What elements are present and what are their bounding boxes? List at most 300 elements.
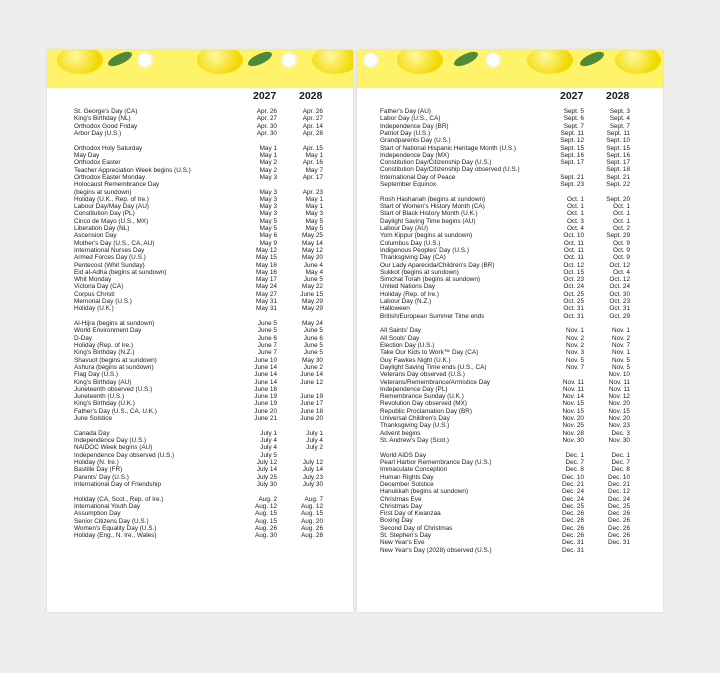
holiday-name: Canada Day (74, 429, 110, 437)
holiday-row (357, 181, 663, 189)
holiday-row (357, 313, 663, 321)
holiday-name: Flag Day (U.S.) (74, 371, 119, 379)
holiday-name: First Day of Kwanzaa (380, 510, 441, 518)
date-2027: Oct. 12 (563, 261, 584, 269)
date-2027: Dec. 26 (561, 532, 584, 539)
date-2027: Dec. 24 (561, 495, 584, 503)
date-2028: Dec. 26 (607, 510, 630, 518)
date-2028: Nov. 5 (612, 356, 630, 364)
holiday-name: Revolution Day observed (MX) (380, 400, 468, 408)
holiday-name: Second Day of Christmas (380, 524, 453, 532)
date-2027: May 31 (256, 305, 277, 313)
date-2028: June 20 (300, 415, 323, 422)
holiday-name: Independence Day (MX) (380, 151, 450, 159)
date-2027: Aug. 2 (258, 495, 277, 503)
holiday-name: Boxing Day (380, 517, 413, 525)
date-2028: Oct. 9 (612, 254, 630, 262)
date-2027: Sept. 7 (563, 122, 584, 130)
date-2028: Oct. 12 (609, 261, 630, 269)
date-2027: June 5 (257, 327, 277, 335)
date-2027: Dec. 26 (561, 517, 584, 525)
date-2028: Nov. 11 (608, 378, 630, 386)
holiday-name: British/European Summer Time ends (380, 312, 485, 320)
holiday-name: All Saints' Day (380, 327, 421, 335)
date-2027: Sept. 11 (560, 129, 584, 137)
holiday-name: Assumption Day (74, 510, 121, 518)
date-2028: May 5 (305, 225, 323, 232)
date-2028: Sept. 11 (606, 129, 630, 137)
date-2027: June 7 (257, 349, 277, 357)
date-2027: Aug. 30 (254, 532, 277, 540)
holiday-name: Human Rights Day (380, 473, 434, 481)
holiday-name: King's Birthday (NL) (74, 115, 131, 123)
holiday-name: Father's Day (U.S., CA, U.K.) (74, 407, 157, 415)
holiday-name: United Nations Day (380, 283, 436, 291)
date-2028: May 1 (305, 195, 323, 203)
date-2027: Oct. 24 (563, 283, 584, 291)
date-2028: Dec. 21 (607, 480, 630, 488)
holiday-name: Independence Day (U.S.) (74, 437, 147, 445)
holiday-name: Victoria Day (CA) (74, 283, 124, 291)
date-2027: Apr. 26 (256, 108, 277, 115)
holiday-name: Juneteenth observed (U.S.) (74, 385, 153, 393)
date-2028: May 5 (305, 217, 323, 225)
date-2028: Nov. 1 (612, 349, 630, 357)
holiday-row (47, 532, 353, 540)
holiday-name: Women's Equality Day (U.S.) (74, 524, 157, 532)
holiday-name: September Equinox (380, 181, 437, 188)
holiday-name: Daylight Saving Time begins (AU) (380, 217, 476, 225)
date-2028: Oct. 4 (612, 268, 630, 276)
date-2028: Sept. 29 (606, 232, 630, 240)
date-2028: Aug. 28 (300, 532, 323, 540)
holiday-name: Holiday (Rep. of Ire.) (74, 342, 133, 349)
holiday-name: St. Stephen's Day (380, 532, 431, 539)
date-2028: Sept. 20 (606, 195, 630, 203)
date-2028: June 19 (300, 393, 323, 401)
date-2028: June 17 (300, 400, 323, 408)
date-2027: Dec. 26 (561, 524, 584, 532)
holiday-name: Advent begins (380, 429, 421, 437)
holiday-name: Pearl Harbor Remembrance Day (U.S.) (380, 459, 492, 466)
holiday-name: Guy Fawkes Night (U.K.) (380, 356, 451, 364)
holiday-name: St. George's Day (CA) (74, 108, 138, 115)
date-2027: May 24 (256, 283, 277, 291)
date-2028: Nov. 5 (612, 363, 630, 371)
date-2028: June 5 (303, 327, 323, 335)
holiday-name: Simchat Torah (begins at sundown) (380, 276, 481, 284)
date-2027: May 15 (256, 254, 277, 262)
date-2028: Dec. 24 (607, 495, 630, 503)
holiday-name: Orthodox Easter Monday (74, 173, 146, 181)
holiday-name: Immaculate Conception (380, 466, 448, 474)
holiday-name: Independence Day (PL) (380, 385, 448, 393)
date-2028: May 30 (302, 356, 323, 364)
date-2027: Oct. 11 (563, 239, 584, 247)
date-2027: Oct. 11 (563, 254, 584, 262)
holiday-name: Christmas Eve (380, 495, 422, 503)
date-2028: June 15 (300, 290, 323, 298)
date-2028: Oct. 2 (612, 225, 630, 232)
holiday-name: Orthodox Easter (74, 159, 121, 167)
date-2028: Nov. 23 (608, 422, 630, 430)
holiday-name: All Souls' Day (380, 334, 420, 342)
date-2027: May 5 (259, 217, 277, 225)
date-2027: June 14 (254, 363, 277, 371)
holiday-name: Orthodox Holy Saturday (74, 144, 143, 152)
holiday-name: Thanksgiving Day (U.S.) (380, 422, 450, 430)
date-2028: Oct. 23 (609, 298, 630, 305)
date-2028: Oct. 31 (609, 305, 630, 313)
date-2028: Dec. 10 (607, 473, 630, 481)
date-2028: Aug. 20 (300, 517, 323, 525)
holiday-row (357, 547, 663, 555)
date-2027: July 4 (260, 444, 277, 452)
date-2027: Nov. 15 (562, 407, 584, 415)
date-2028: Oct. 9 (612, 239, 630, 247)
date-2028: Sept. 22 (606, 181, 630, 188)
date-2027: Nov. 7 (566, 363, 584, 371)
date-2028: Nov. 15 (608, 407, 630, 415)
date-2027: Dec. 31 (561, 539, 584, 547)
holiday-name: Independence Day (BR) (380, 122, 449, 130)
date-2028: Nov. 1 (612, 327, 630, 335)
holiday-name: Ashura (begins at sundown) (74, 363, 154, 371)
holiday-name: D-Day (74, 334, 93, 342)
holiday-name: Juneteenth (U.S.) (74, 393, 125, 401)
date-2028: June 12 (300, 378, 323, 386)
date-2028: Oct. 9 (612, 246, 630, 254)
date-2028: July 23 (302, 473, 323, 481)
date-2028: Oct. 29 (609, 312, 630, 320)
date-2027: June 19 (254, 393, 277, 401)
holiday-name: Daylight Saving Time ends (U.S., CA) (380, 363, 487, 371)
date-2028: Apr. 26 (302, 108, 323, 115)
date-2028: Nov. 12 (608, 393, 630, 401)
date-2027: Dec. 25 (561, 502, 584, 510)
date-2027: May 9 (259, 239, 277, 247)
holiday-name: Holiday (CA, Scot., Rep. of Ire.) (74, 495, 164, 503)
date-2027: Dec. 8 (565, 466, 584, 474)
date-2027: May 3 (259, 195, 277, 203)
date-2028: Dec. 26 (607, 532, 630, 539)
date-2027: Nov. 1 (566, 327, 584, 335)
holiday-name: Holiday (U.K., Rep. of Ire.) (74, 195, 149, 203)
holiday-name: Holiday (Rep. of Ire.) (380, 290, 439, 298)
date-2027: Nov. 11 (562, 378, 584, 386)
date-2028: Dec. 26 (607, 524, 630, 532)
date-2027: Dec. 24 (561, 488, 584, 496)
date-2027: Oct. 25 (563, 298, 584, 305)
date-2027: July 5 (260, 451, 277, 459)
holiday-name: Bastille Day (FR) (74, 466, 123, 474)
date-2027: Dec. 21 (561, 480, 584, 488)
holiday-name: Shavuot (begins at sundown) (74, 356, 157, 364)
holiday-name: Christmas Day (380, 502, 422, 510)
holiday-name: Universal Children's Day (380, 415, 450, 422)
date-2027: May 12 (256, 246, 277, 254)
date-2028: July 14 (302, 466, 323, 474)
holiday-name: Holiday (Eng., N. Ire., Wales) (74, 532, 157, 540)
holiday-name: Armed Forces Day (U.S.) (74, 254, 146, 262)
date-2028: May 1 (305, 203, 323, 211)
holiday-name: Constitution Day/Citizenship Day observed (U.S.) (380, 166, 520, 174)
date-2027: June 6 (257, 334, 277, 342)
date-2027: June 21 (254, 415, 277, 422)
holiday-name: Our Lady Aparecida/Children's Day (BR) (380, 261, 495, 269)
holiday-name: Arbor Day (U.S.) (74, 129, 122, 137)
date-2027: May 3 (259, 203, 277, 211)
date-2027: Oct. 4 (566, 225, 584, 232)
date-2027: Apr. 30 (256, 129, 277, 137)
date-2027: Nov. 25 (562, 422, 584, 430)
date-2028: Dec. 3 (611, 429, 630, 437)
date-2028: July 12 (302, 459, 323, 466)
date-2028: Sept. 7 (609, 122, 630, 130)
holiday-name: Veterans/Remembrance/Armistice Day (380, 378, 491, 386)
date-2028: Oct. 1 (612, 203, 630, 211)
date-2027: Sept. 12 (560, 137, 584, 145)
date-2027: Nov. 30 (562, 436, 584, 444)
date-2027: Apr. 30 (256, 122, 277, 130)
date-2028: Sept. 15 (606, 144, 630, 152)
holiday-name: Veterans Day observed (U.S.) (380, 371, 465, 379)
holiday-name: December Solstice (380, 480, 434, 488)
date-2027: June 14 (254, 371, 277, 379)
date-2028: Nov. 7 (612, 342, 630, 349)
date-2028: May 14 (302, 239, 323, 247)
date-2028: Aug. 26 (300, 524, 323, 532)
date-2028: Dec. 25 (607, 502, 630, 510)
holiday-name: Teacher Appreciation Week begins (U.S.) (74, 166, 191, 174)
holiday-name: Labour Day (N.Z.) (380, 298, 432, 305)
date-2028: Sept. 21 (606, 173, 630, 181)
holiday-name: King's Birthday (N.Z.) (74, 349, 135, 357)
holiday-name: Liberation Day (NL) (74, 225, 130, 232)
date-2027: May 16 (256, 261, 277, 269)
holiday-name: Patriot Day (U.S.) (380, 129, 431, 137)
date-2027: June 10 (254, 356, 277, 364)
date-2027: Dec. 31 (561, 546, 584, 554)
year-heading-2027: 2027 (560, 90, 584, 102)
date-2027: Aug. 12 (254, 503, 277, 510)
date-2027: Nov. 2 (566, 334, 584, 342)
holiday-row (47, 415, 353, 423)
date-2028: Nov. 2 (612, 334, 630, 342)
date-2028: Dec. 12 (607, 488, 630, 496)
holiday-name: Orthodox Good Friday (74, 122, 138, 130)
date-2028: Nov. 20 (608, 415, 630, 422)
date-2028: Oct. 1 (612, 210, 630, 218)
holiday-name: Constitution Day/Citizenship Day (U.S.) (380, 159, 492, 167)
date-2027: July 12 (256, 459, 277, 466)
date-2027: Oct. 25 (563, 290, 584, 298)
date-2028: May 29 (302, 305, 323, 313)
left-page (47, 50, 353, 612)
date-2027: May 31 (256, 298, 277, 305)
date-2027: Oct. 15 (563, 268, 584, 276)
holiday-name: St. Andrew's Day (Scot.) (380, 436, 450, 444)
holiday-name: Holiday (U.K.) (74, 305, 114, 313)
date-2027: Apr. 27 (256, 115, 277, 123)
holiday-name: Memorial Day (U.S.) (74, 298, 132, 305)
date-2028: Nov. 20 (608, 400, 630, 408)
date-2028: Nov. 10 (608, 371, 630, 379)
holiday-name: Sukkot (begins at sundown) (380, 268, 459, 276)
date-2027: Oct. 10 (563, 232, 584, 240)
date-2028: Sept. 10 (606, 137, 630, 145)
holiday-name: King's Birthday (U.K.) (74, 400, 135, 408)
holiday-name: Grandparents Day (U.S.) (380, 137, 451, 145)
date-2028: June 4 (303, 261, 323, 269)
date-2027: Nov. 20 (562, 415, 584, 422)
holiday-name: Yom Kippur (begins at sundown) (380, 232, 473, 240)
holiday-row (357, 437, 663, 445)
holiday-name: Rosh Hashanah (begins at sundown) (380, 195, 486, 203)
holiday-name: Thanksgiving Day (CA) (380, 254, 446, 262)
holiday-name: Take Our Kids to Work™ Day (CA) (380, 349, 479, 357)
date-2028: Aug. 15 (300, 510, 323, 518)
holiday-name: Independence Day observed (U.S.) (74, 451, 175, 459)
date-2027: Oct. 31 (563, 312, 584, 320)
date-2028: May 29 (302, 298, 323, 305)
date-2028: Sept. 3 (609, 108, 630, 115)
date-2027: Sept. 21 (560, 173, 584, 181)
date-2027: June 14 (254, 378, 277, 386)
date-2027: May 6 (259, 232, 277, 240)
date-2028: May 3 (305, 210, 323, 218)
holiday-name: (begins at sundown) (74, 188, 132, 196)
date-2027: Aug. 26 (254, 524, 277, 532)
date-2027: Nov. 5 (566, 356, 584, 364)
date-2027: Oct. 23 (563, 276, 584, 284)
date-2028: June 14 (300, 371, 323, 379)
holiday-name: Start of National Hispanic Heritage Month (U.S.) (380, 144, 517, 152)
date-2027: Sept. 6 (563, 115, 584, 123)
date-2028: Apr. 28 (302, 129, 323, 137)
date-2028: Aug. 7 (304, 495, 323, 503)
date-2027: Nov. 2 (566, 342, 584, 349)
date-2028: Dec. 31 (607, 539, 630, 547)
date-2027: July 4 (260, 437, 277, 445)
date-2027: Oct. 3 (566, 217, 584, 225)
holiday-name: Mother's Day (U.S., CA, AU) (74, 239, 155, 247)
date-2028: June 6 (303, 334, 323, 342)
date-2028: May 22 (302, 283, 323, 291)
date-2028: July 1 (306, 429, 323, 437)
holiday-name: Columbus Day (U.S.) (380, 239, 441, 247)
holiday-name: Whit Monday (74, 276, 112, 284)
holiday-name: Cinco de Mayo (U.S., MX) (74, 217, 149, 225)
holiday-name: Halloween (380, 305, 410, 313)
date-2028: Apr. 15 (302, 144, 323, 152)
date-2028: July 2 (306, 444, 323, 452)
date-2028: May 24 (302, 320, 323, 328)
holiday-name: Start of Black History Month (U.K.) (380, 210, 478, 218)
date-2028: July 30 (302, 480, 323, 488)
date-2027: Nov. 11 (562, 385, 584, 393)
date-2027: May 27 (256, 290, 277, 298)
date-2027: May 3 (259, 188, 277, 196)
date-2027: May 17 (256, 276, 277, 284)
date-2028: May 20 (302, 254, 323, 262)
date-2027: June 7 (257, 342, 277, 349)
holiday-name: International Youth Day (74, 503, 141, 510)
date-2028: June 5 (303, 349, 323, 357)
holiday-name: Holiday (N. Ire.) (74, 459, 119, 466)
date-2027: Nov. 3 (566, 349, 584, 357)
year-heading-2027: 2027 (253, 90, 277, 102)
date-2027: Oct. 1 (566, 203, 584, 211)
date-2027: June 20 (254, 407, 277, 415)
date-2027: Oct. 31 (563, 305, 584, 313)
date-2028: Apr. 23 (302, 188, 323, 196)
date-2027: Dec. 1 (565, 451, 584, 459)
date-2028: Nov. 11 (608, 385, 630, 393)
lemon-banner (357, 50, 663, 88)
date-2027: July 1 (260, 429, 277, 437)
date-2028: Sept. 4 (609, 115, 630, 123)
date-2028: June 5 (303, 342, 323, 349)
date-2027: Sept. 17 (560, 159, 584, 167)
date-2028: May 12 (302, 246, 323, 254)
date-2027: May 2 (259, 159, 277, 167)
date-2027: May 3 (259, 173, 277, 181)
lemon-banner (47, 50, 353, 88)
date-2027: June 18 (254, 385, 277, 393)
holiday-name: International Day of Friendship (74, 480, 162, 488)
holiday-name: Eid al-Adha (begins at sundown) (74, 268, 167, 276)
holiday-name: Labor Day (U.S., CA) (380, 115, 441, 123)
date-2028: May 4 (305, 268, 323, 276)
date-2028: Dec. 1 (611, 451, 630, 459)
date-2028: Apr. 14 (302, 122, 323, 130)
holiday-name: International Nurses Day (74, 246, 145, 254)
date-2027: Sept. 23 (560, 181, 584, 188)
date-2028: Dec. 26 (607, 517, 630, 525)
holiday-name: Al-Hijra (begins at sundown) (74, 320, 155, 328)
date-2028: Apr. 16 (302, 159, 323, 167)
date-2028: Oct. 12 (609, 276, 630, 284)
date-2027: May 3 (259, 210, 277, 218)
date-2027: June 19 (254, 400, 277, 408)
date-2027: May 2 (259, 166, 277, 174)
holiday-name: Election Day (U.S.) (380, 342, 435, 349)
holiday-name: Labour Day/May Day (AU) (74, 203, 149, 211)
holiday-name: Start of Women's History Month (CA) (380, 203, 485, 211)
date-2027: May 5 (259, 225, 277, 232)
holiday-name: New Year's Day (2028) observed (U.S.) (380, 546, 492, 554)
holiday-name: May Day (74, 152, 100, 159)
holiday-row (47, 305, 353, 313)
date-2028: Oct. 30 (609, 290, 630, 298)
date-2027: Sept. 5 (563, 108, 584, 115)
date-2027: July 30 (256, 480, 277, 488)
date-2027: Aug. 15 (254, 510, 277, 518)
holiday-name: Parents' Day (U.S.) (74, 473, 129, 481)
date-2028: Oct. 1 (612, 217, 630, 225)
date-2028: Dec. 8 (611, 466, 630, 474)
holiday-row (47, 130, 353, 138)
date-2028: Aug. 12 (300, 503, 323, 510)
date-2028: Sept. 17 (606, 159, 630, 167)
holiday-name: Pentecost (Whit Sunday) (74, 261, 145, 269)
date-2027: Oct. 1 (566, 195, 584, 203)
date-2028: Oct. 24 (609, 283, 630, 291)
holiday-name: World Environment Day (74, 327, 142, 335)
date-2028: Apr. 17 (302, 173, 323, 181)
date-2028: Apr. 27 (302, 115, 323, 123)
